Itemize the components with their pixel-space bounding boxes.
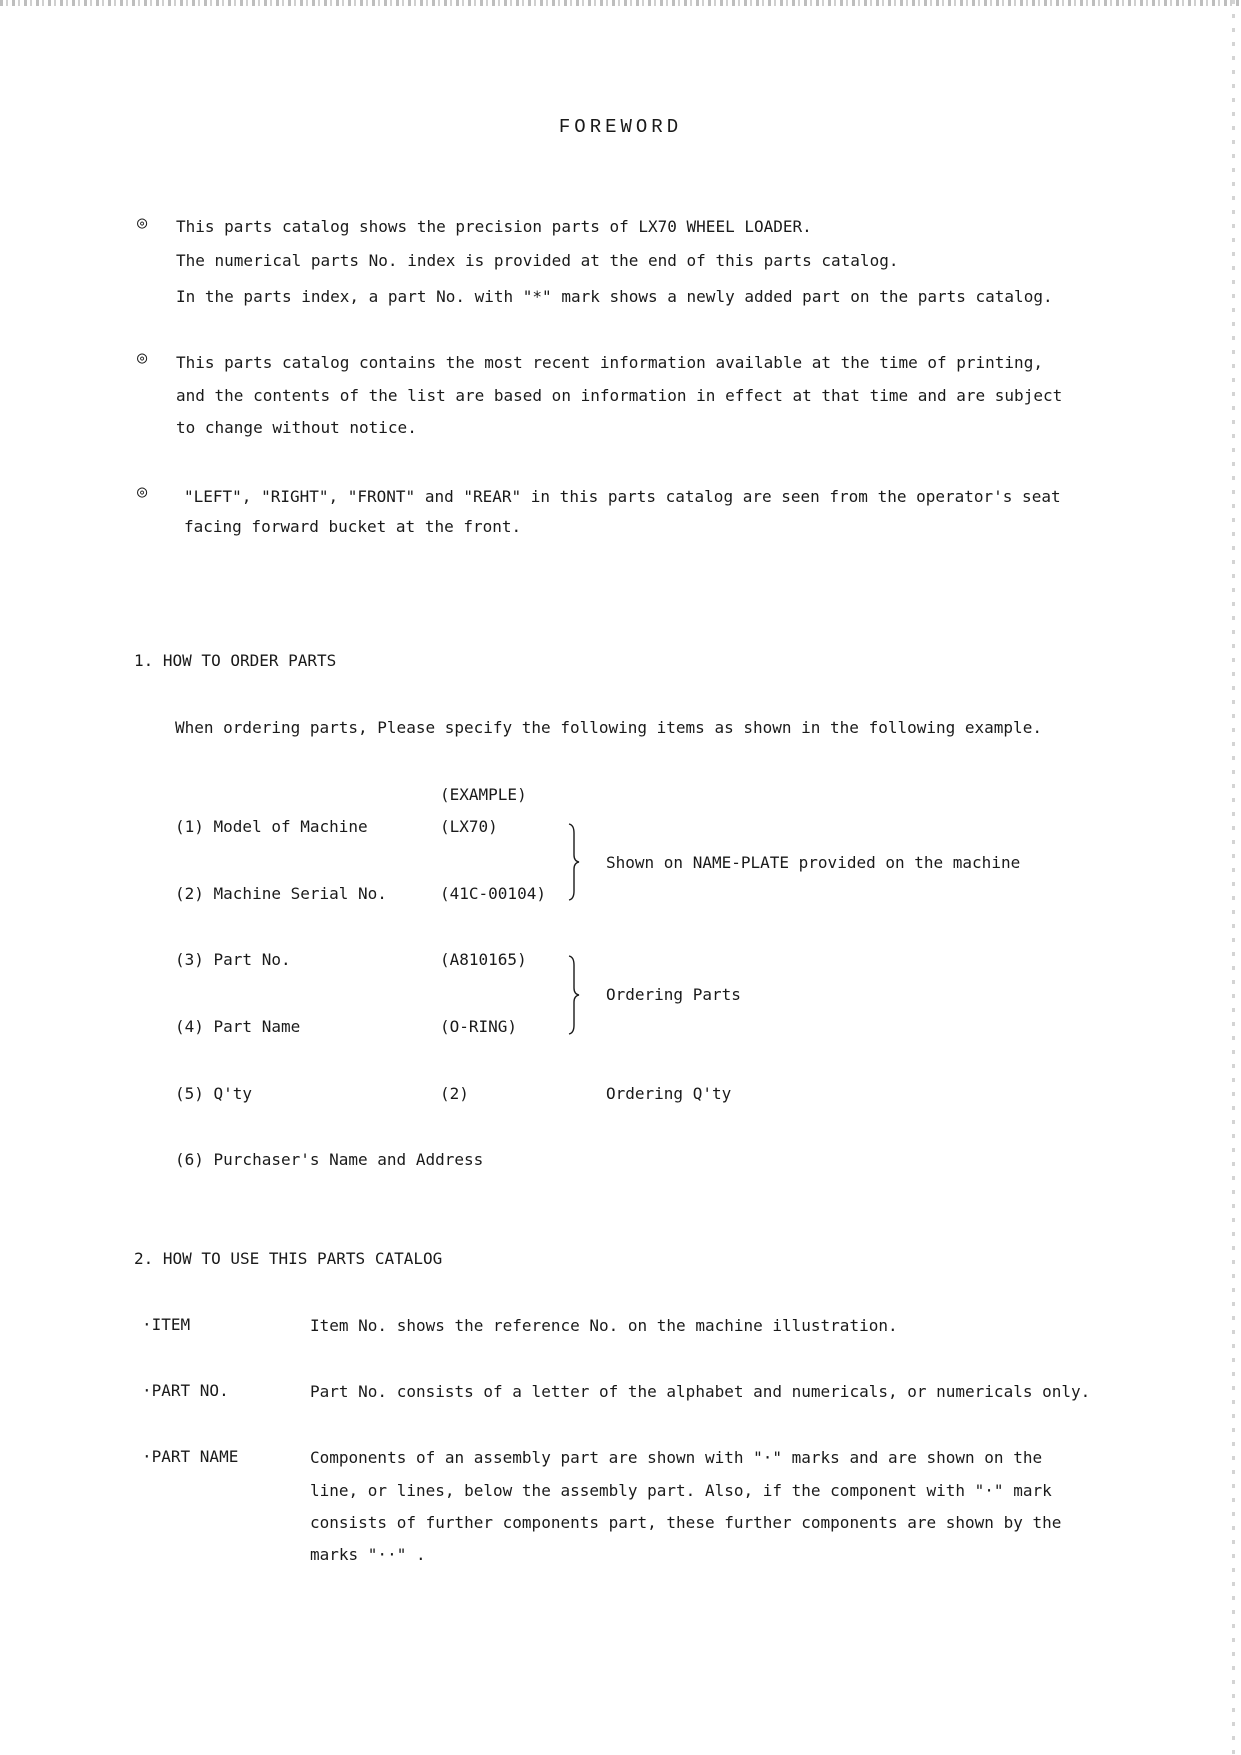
- term-part-name: ·PART NAME: [142, 1447, 239, 1466]
- order-item-example: (A810165): [440, 950, 527, 969]
- order-item-label: (4) Part Name: [175, 1017, 301, 1036]
- order-item-label: (6) Purchaser's Name and Address: [175, 1150, 484, 1169]
- section-1-intro: When ordering parts, Please specify the following items as shown in the following example.: [175, 718, 1042, 737]
- note-1-line-3: In the parts index, a part No. with "*" mark shows a newly added part on the parts catalog.: [176, 287, 1053, 306]
- example-header: (EXAMPLE): [440, 785, 527, 804]
- page-title: FOREWORD: [558, 116, 683, 138]
- order-item-label: (2) Machine Serial No.: [175, 884, 387, 903]
- brace-nameplate: [568, 823, 578, 901]
- order-item-example: (LX70): [440, 817, 498, 836]
- note-1-line-2: The numerical parts No. index is provided at the end of this parts catalog.: [176, 251, 899, 270]
- term-part-name-line-2: line, or lines, below the assembly part. Also, if the component with "·" mark: [310, 1481, 1052, 1500]
- group-note-ordering-qty: Ordering Q'ty: [606, 1084, 732, 1103]
- order-item-label: (1) Model of Machine: [175, 817, 368, 836]
- order-item-label: (5) Q'ty: [175, 1084, 253, 1103]
- brace-ordering-parts: [568, 955, 578, 1035]
- term-part-no: ·PART NO.: [142, 1381, 229, 1400]
- order-item-example: (41C-00104): [440, 884, 546, 903]
- group-note-ordering-parts: Ordering Parts: [606, 985, 741, 1004]
- order-item-example: (O-RING): [440, 1017, 518, 1036]
- double-circle-bullet-icon: ◎: [137, 348, 148, 368]
- section-1-heading: 1. HOW TO ORDER PARTS: [134, 651, 337, 670]
- double-circle-bullet-icon: ◎: [137, 213, 148, 233]
- term-part-name-line-4: marks "··" .: [310, 1545, 426, 1564]
- note-2-line-2: and the contents of the list are based on information in effect at that time and are subject: [176, 386, 1063, 405]
- term-item-description: Item No. shows the reference No. on the machine illustration.: [310, 1316, 898, 1335]
- term-item: ·ITEM: [142, 1315, 191, 1334]
- term-part-no-description: Part No. consists of a letter of the alphabet and numericals, or numericals only.: [310, 1382, 1091, 1401]
- term-part-name-line-3: consists of further components part, these further components are shown by the: [310, 1513, 1062, 1532]
- note-2-line-1: This parts catalog contains the most recent information available at the time of printing,: [176, 353, 1043, 372]
- term-part-name-line-1: Components of an assembly part are shown with "·" marks and are shown on the: [310, 1448, 1043, 1467]
- double-circle-bullet-icon: ◎: [137, 482, 148, 502]
- order-item-example: (2): [440, 1084, 469, 1103]
- note-2-line-3: to change without notice.: [176, 418, 417, 437]
- order-item-label: (3) Part No.: [175, 950, 291, 969]
- note-3-line-1: "LEFT", "RIGHT", "FRONT" and "REAR" in this parts catalog are seen from the operator's seat: [184, 487, 1061, 506]
- scan-edge-top: [0, 0, 1241, 6]
- scan-edge-right: [1232, 0, 1235, 1755]
- note-1-line-1: This parts catalog shows the precision parts of LX70 WHEEL LOADER.: [176, 217, 812, 236]
- note-3-line-2: facing forward bucket at the front.: [184, 517, 522, 536]
- group-note-nameplate: Shown on NAME-PLATE provided on the machine: [606, 853, 1021, 872]
- section-2-heading: 2. HOW TO USE THIS PARTS CATALOG: [134, 1249, 443, 1268]
